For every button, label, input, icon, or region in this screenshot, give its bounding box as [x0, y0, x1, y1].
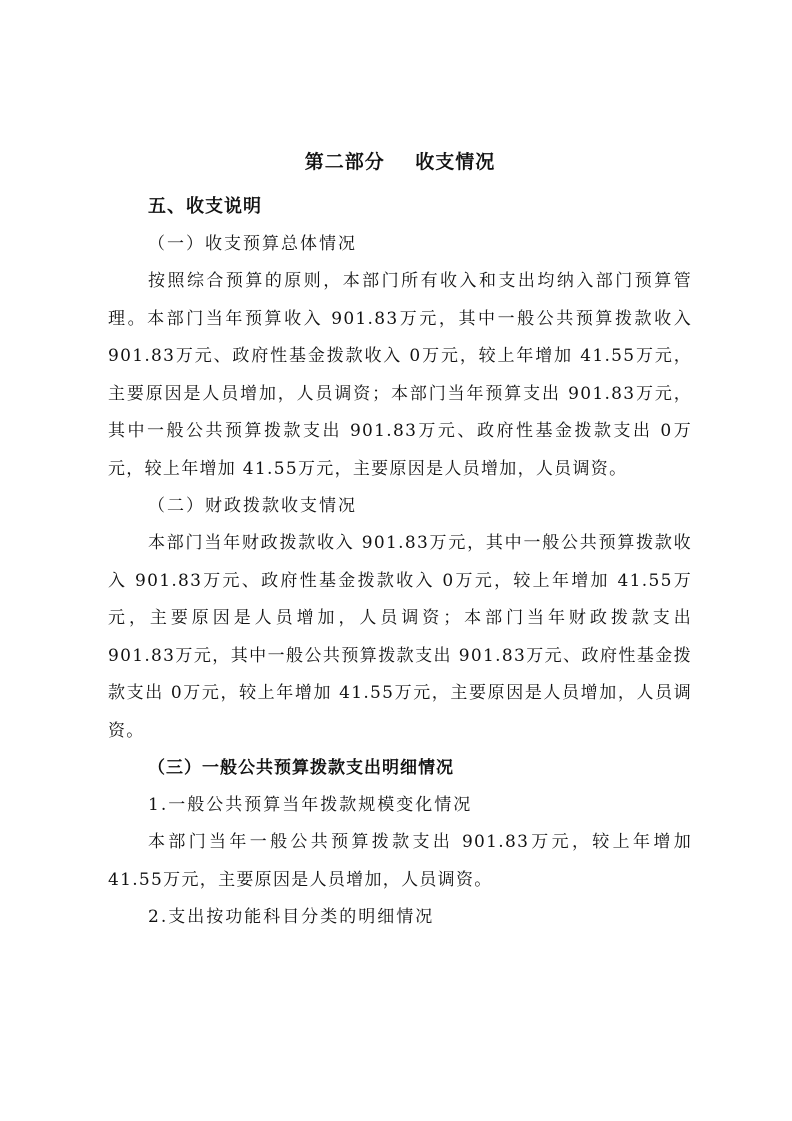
item-heading-1: 1.一般公共预算当年拨款规模变化情况	[148, 795, 473, 815]
subsection-body-2: 本部门当年财政拨款收入 901.83万元，其中一般公共预算拨款收入 901.83万元、政府性基金拨款收入 0万元，较上年增加 41.55万元，主要原因是人员增加，人员调资；本部门当年财政拨款支出 901.83万元，其中一般公共预算拨款支出 901.83万元、政府性基金拨款支出 0万元，较上年增加 41.55万元，主要原因是人员增加，人员调资。	[108, 533, 692, 741]
item-body-1: 本部门当年一般公共预算拨款支出 901.83万元，较上年增加 41.55万元，主要原因是人员增加，人员调资。	[108, 832, 692, 890]
subsection-heading-2: （二）财政拨款收支情况	[148, 496, 357, 516]
subsection-heading-3: （三）一般公共预算拨款支出明细情况	[148, 758, 454, 778]
page-title: 第二部分 收支情况	[304, 151, 496, 173]
subsection-heading-1: （一）收支预算总体情况	[148, 234, 357, 254]
document-content	[108, 144, 692, 936]
section-heading: 五、收支说明	[148, 196, 262, 217]
item-heading-2: 2.支出按功能科目分类的明细情况	[148, 907, 435, 927]
subsection-body-1: 按照综合预算的原则，本部门所有收入和支出均纳入部门预算管理。本部门当年预算收入 901.83万元，其中一般公共预算拨款收入 901.83万元、政府性基金拨款收入 0万元，较上年增加 41.55万元，主要原因是人员增加，人员调资；本部门当年预算支出 901.83万元，其中一般公共预算拨款支出 901.83万元、政府性基金拨款支出 0万元，较上年增加 41.55万元，主要原因是人员增加，人员调资。	[108, 271, 692, 479]
